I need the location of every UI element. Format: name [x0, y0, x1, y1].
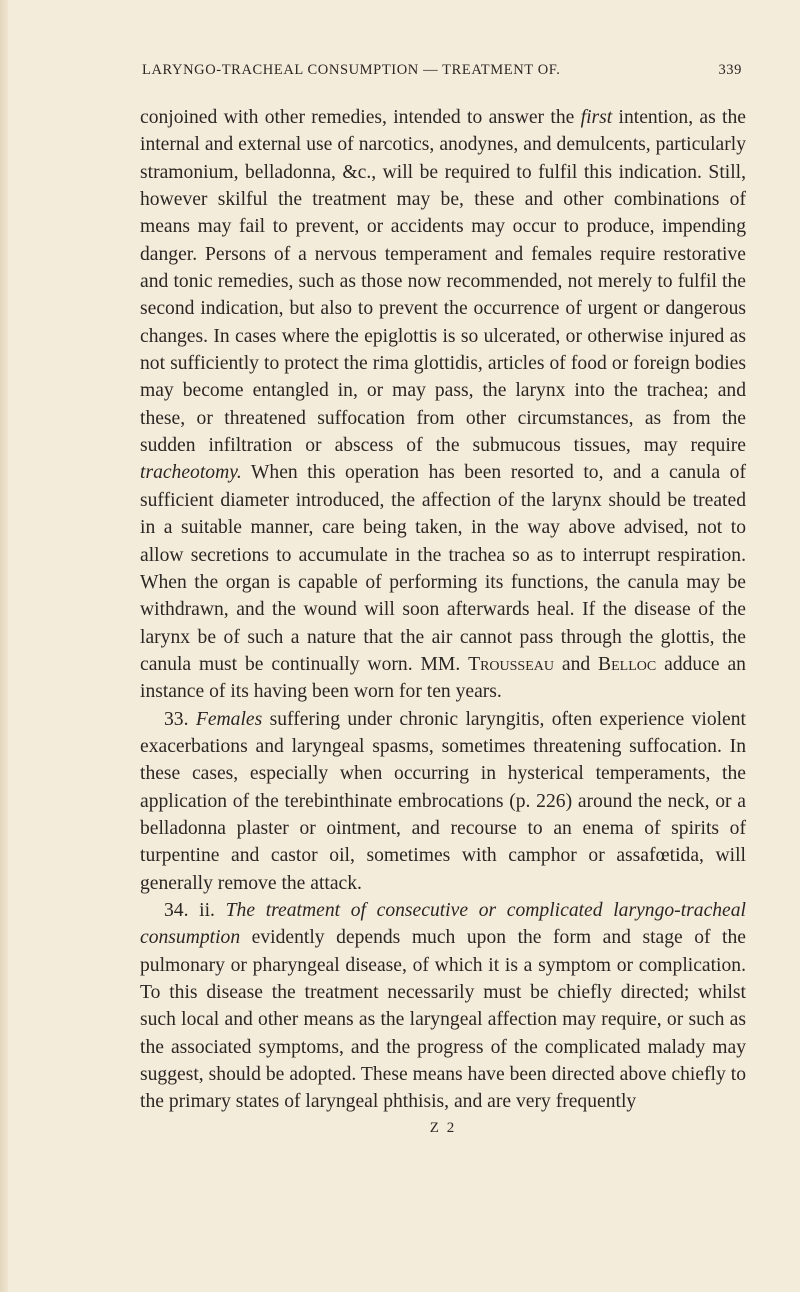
body-text	[140, 104, 746, 1138]
running-head	[142, 62, 742, 84]
paragraph-heading: The treatment of consecutive or complicated laryngo-tracheal consumption	[140, 899, 746, 949]
page-number: 339	[718, 62, 742, 78]
paragraph-number: 33.	[164, 708, 196, 730]
emphasis-tracheotomy: tracheotomy.	[140, 462, 242, 484]
paragraph-34: 34. ii. The treatment of consecutive or complicated laryngo-tracheal consumption evidently depends much upon the form and stage of the pulmonary or pharyngeal disease, of which it is a symptom or complication. To this disease the treatment necessarily must be chiefly directed; whilst such local and other means as the laryngeal affection may require, or such as the associated symptoms, and the progress of the complicated malady may suggest, should be adopted. These means have been directed above chiefly to the primary states of laryngeal phthisis, and are very frequently	[140, 899, 746, 1113]
author-name-trousseau: Trousseau	[468, 653, 554, 675]
paragraph-heading: Females	[195, 708, 263, 730]
emphasis-first: first	[580, 107, 613, 128]
page-edge	[0, 0, 8, 1292]
signature-mark: Z 2	[429, 1119, 457, 1136]
author-name-belloc: Belloc	[598, 653, 657, 675]
paragraph-number: 34. ii.	[164, 899, 226, 921]
paragraph-33: 33. Females suffering under chronic laryngitis, often experience violent exacerbations and laryngeal spasms, sometimes threatening suffocation. In these cases, especially when occurring in hysterical temperaments, the application of the terebinthinate embrocations (p. 226) around the neck, or a belladonna plaster or ointment, and recourse to an enema of spirits of turpentine and castor oil, sometimes with camphor or assafœtida, will generally remove the attack.	[140, 708, 746, 894]
running-title: LARYNGO-TRACHEAL CONSUMPTION — TREATMENT OF.	[142, 62, 561, 78]
paragraph-continuation: conjoined with other remedies, intended to answer the first intention, as the internal and external use of narcotics, anodynes, and demulcents, particularly stramonium, belladonna, &c., will be required to fulfil this indication. Still, however skilful the treatment may be, these and other combinations of means may fail to prevent, or accidents may occur to produce, impending danger. Persons of a nervous temperament and females require restorative and tonic remedies, such as those now recommended, not merely to fulfil the second indication, but also to prevent the occurrence of urgent or dangerous changes. In cases where the epiglottis is so ulcerated, or otherwise injured as not sufficiently to protect the rima glottidis, articles of food or foreign bodies may become entangled in, or may pass, the larynx into the trachea; and these, or threatened suffocation from other circumstances, as from the sudden infiltration or abscess of the submucous tissues, may require tracheotomy. When this operation has been resorted to, and a canula of sufficient diameter introduced, the affection of the larynx should be treated in a suitable manner, care being taken, in the way above advised, not to allow secretions to accumulate in the trachea so as to interrupt respiration. When the organ is capable of performing its functions, the canula may be withdrawn, and the wound will soon afterwards heal. If the disease of the larynx be of such a nature that the air cannot pass through the glottis, the canula must be continually worn. MM. Trousseau and Belloc adduce an instance of its having been worn for ten years.	[140, 107, 746, 703]
